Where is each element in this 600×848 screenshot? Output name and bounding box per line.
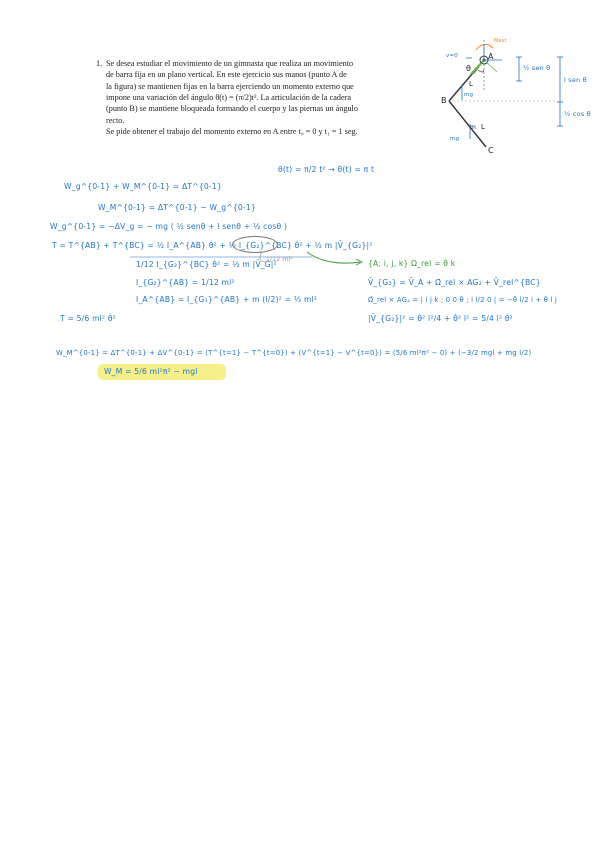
problem-line: Se pide obtener el trabajo del momento externo en A entre t₀ = 0 y t₁ = 1 seg. [106,126,358,136]
label-l2: L [481,123,486,131]
link-arrow [307,252,360,263]
label-theta: θ [466,64,472,73]
label-l1: L [469,80,474,88]
eq-energy: W_g^{0-1} + W_M^{0-1} = ΔT^{0-1} [64,182,222,191]
dim-bot-label: ½ cos θ [564,110,591,118]
problem-line: Se desea estudiar el movimiento de un gimnasta que realiza un movimiento [106,59,354,68]
label-a: A [488,52,494,61]
problem-line: la figura) se mantienen fijas en la barra ejerciendo un momento externo que [106,81,354,91]
problem-line: impone una variación del ángulo θ(t) = (π/2)t². La articulación de la cadera [106,92,351,102]
eq-velocity-squared: |V̄_{G₂}|² = θ̇² l²/4 + θ̇² l² = 5/4 l² θ̇² [368,314,513,323]
label-b: B [441,96,447,105]
moment-arc [476,44,493,50]
problem-line: recto. [106,115,125,125]
label-mg1: mg [464,92,474,98]
dim-mid-label: l sen θ [564,76,587,84]
eq-t-result: T = 5/6 ml² θ̇² [60,314,116,323]
problem-line: de barra fija en un plano vertical. En este ejercicio sus manos (punto A de [106,70,347,80]
eq-inertia-note: 1/12 I_{G₂}^{BC} θ̇² = ½ m |V̄_G|² [136,260,277,269]
grey-note: 1/12 ml² [266,256,293,263]
label-mg2: mg [450,136,460,142]
theta-arc [478,70,484,72]
green-axis-i [484,60,497,72]
eq-inertia-a: I_A^{AB} = I_{G₁}^{AB} + m (l/2)² = ⅓ ml² [136,295,318,304]
label-c: C [488,146,494,155]
label-v0: v=0 [446,53,458,59]
problem-number: 1. [96,59,103,68]
eq-work-moment: W_M^{0-1} = ΔT^{0-1} − W_g^{0-1} [98,203,256,212]
dim-top-label: ½ sen θ [523,64,551,72]
final-result: W_M = 5/6 ml²π² − mgl [104,367,198,376]
label-mext: Mext [494,38,508,44]
eq-inertia-g: I_{G₂}^{AB} = 1/12 ml² [136,278,235,287]
eq-cross-product: Ω̄_rel × AG₂ = | i j k ; 0 0 θ̇ ; l l/2 0 | = −θ̇ l/2 i + θ̇ l j [368,296,558,304]
eq-kinetic-energy: T = T^{AB} + T^{BC} = ½ I_A^{AB} θ̇² + ½ I_{G₂}^{BC} θ̇² + ½ m |V̄_{G₂}|² [52,241,373,250]
eq-work-gravity: W_g^{0-1} = −ΔV_g = − mg ( ½ senθ + l senθ + ½ cosθ ) [50,222,288,231]
reference-frame: {A; i, j, k} Ω_rel = θ̇ k [368,259,456,268]
problem-line: (punto B) se mantiene bloqueada formando el cuerpo y las piernas un ángulo [106,104,358,114]
eq-work-total: W_M^{0-1} = ΔT^{0-1} + ΔV^{0-1} = (T^{t=1} − T^{t=0}) + (V^{t=1} − V^{t=0}) = (5/6 ml²π² − 0) + (−3/2 mgl + mg l/2) [56,349,532,357]
label-m: m [470,124,477,131]
theta-definition: θ(t) = π/2 t² → θ̇(t) = π t [278,165,375,174]
circled-term [232,236,278,253]
eq-velocity-g2: V̄_{G₂} = V̄_A + Ω̄_rel × AG₂ + V̄_rel^{BC} [368,278,541,287]
